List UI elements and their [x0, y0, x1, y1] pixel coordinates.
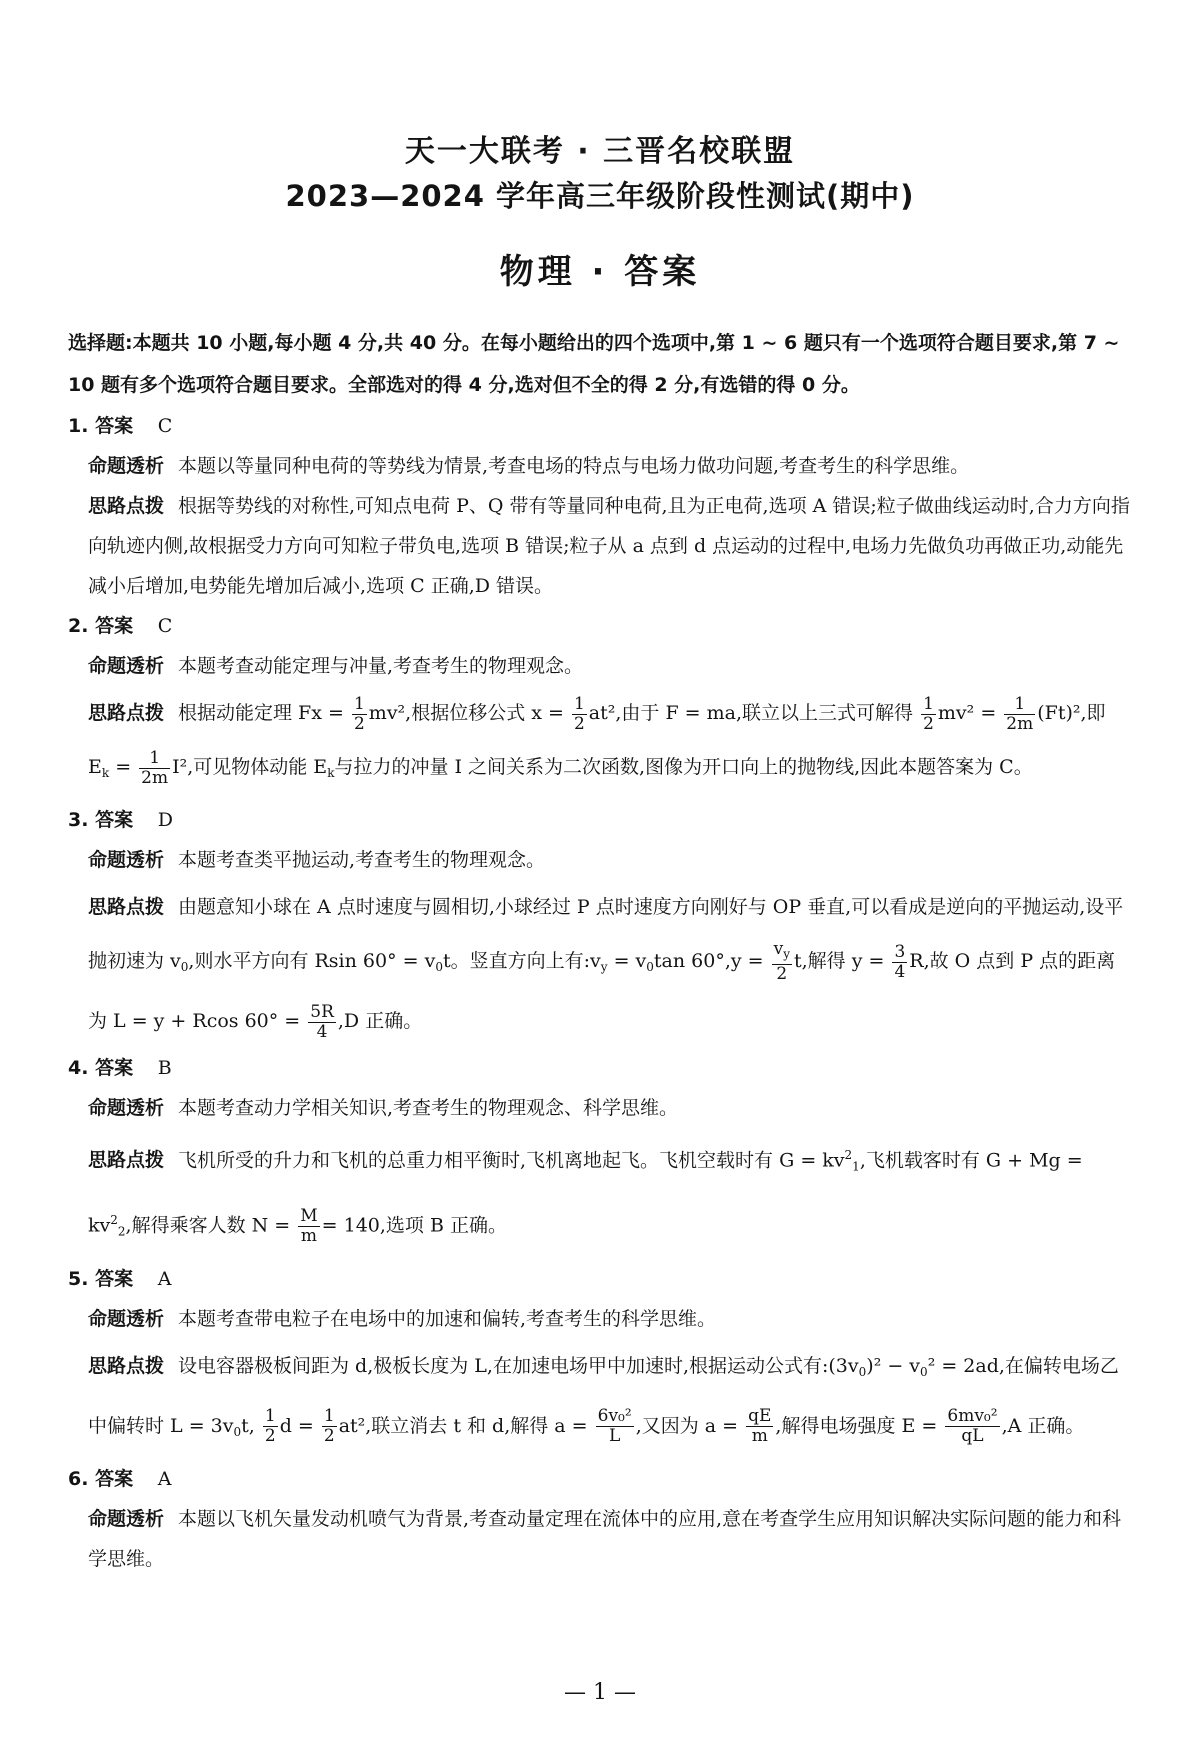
frac-num: 1: [923, 693, 934, 714]
frac-num: M: [300, 1206, 318, 1227]
q2-hint-label: 思路点拨: [88, 702, 165, 724]
q3-analysis-text: 本题考查类平抛运动,考查考生的物理观念。: [178, 849, 546, 871]
q2-analysis-text: 本题考查动能定理与冲量,考查考生的物理观念。: [178, 655, 584, 677]
q4-header: [68, 1048, 1132, 1088]
q2-hint-e: (Ft)²,即 E: [88, 702, 1106, 778]
frac-num: 1: [139, 749, 170, 769]
q5-hint-b: )² − v: [866, 1354, 921, 1377]
fraction-qe-over-m: [746, 1407, 773, 1446]
q6-analysis-text: 本题以飞机矢量发动机喷气为背景,考查动量定理在流体中的应用,意在考查学生应用知识解决实际问题的能力和科学思维。: [88, 1507, 1122, 1570]
fraction-one-over-2m: [139, 749, 170, 788]
subscript-0: 0: [180, 960, 189, 974]
fraction-one-half: [572, 695, 587, 734]
question-1: [68, 406, 1132, 606]
question-5: [68, 1259, 1132, 1459]
q6-header: [68, 1459, 1132, 1499]
subscript-k: k: [101, 766, 110, 780]
q2-hint-f: =: [115, 756, 132, 778]
header-line-1: 天一大联考 · 三晋名校联盟: [404, 134, 796, 169]
q1-number: 1.: [68, 415, 89, 437]
q6-answer-label: 答案: [95, 1467, 134, 1490]
q3-analysis: [88, 840, 1132, 880]
q5-answer-label: 答案: [95, 1267, 134, 1290]
frac-den: 2m: [1006, 713, 1034, 734]
frac-num: 6mv₀²: [947, 1406, 998, 1427]
subscript-0: 0: [920, 1364, 928, 1379]
intro-paragraph: 选择题:本题共 10 小题,每小题 4 分,共 40 分。在每小题给出的四个选项中,第 1 ~ 6 题只有一个选项符合题目要求,第 7 ~ 10 题有多个选项符合题目要求。全部选对的得 4 分,选对但不全的得 2 分,有选错的得 0 分。: [68, 332, 1120, 396]
frac-den: 2: [573, 713, 585, 734]
superscript-2: 2: [110, 1213, 118, 1228]
q3-hint-f: t,解得 y =: [794, 950, 885, 972]
q5-header: [68, 1259, 1132, 1299]
subscript-0: 0: [233, 1424, 242, 1439]
frac-num: 5R: [310, 1001, 334, 1022]
subscript-1: 1: [852, 1159, 860, 1174]
frac-num: 1: [573, 693, 585, 714]
fraction-one-half: [263, 1407, 278, 1446]
frac-den: 2m: [141, 767, 169, 788]
q4-analysis: [88, 1088, 1132, 1128]
frac-den: 2: [923, 713, 934, 734]
q5-hint-f: at²,联立消去 t 和 d,解得 a =: [338, 1414, 588, 1437]
q3-hint: [88, 880, 1132, 1048]
q5-hint-i: ,A 正确。: [1001, 1414, 1085, 1437]
q2-hint-b: mv²,根据位移公式 x =: [368, 702, 564, 724]
subscript-y: y: [783, 947, 790, 961]
frac-den: 2: [264, 1426, 276, 1447]
q5-hint-d: t,: [241, 1414, 255, 1437]
q2-hint-g: I²,可见物体动能 E: [172, 756, 328, 778]
q6-number: 6.: [68, 1467, 89, 1490]
q2-answer: C: [157, 615, 173, 637]
frac-num-v: v: [773, 939, 784, 959]
page-number: — 1 —: [564, 1680, 636, 1705]
header-line-2: 2023—2024 学年高三年级阶段性测试(期中): [285, 179, 915, 213]
frac-num: 6v₀²: [597, 1406, 632, 1427]
q4-hint-a: 飞机所受的升力和飞机的总重力相平衡时,飞机离地起飞。飞机空载时有 G = kv: [178, 1149, 845, 1172]
fraction-one-half: [322, 1407, 337, 1446]
question-2: [68, 606, 1132, 800]
q4-hint-d: = 140,选项 B 正确。: [321, 1214, 507, 1237]
q4-hint-c: ,解得乘客人数 N =: [125, 1214, 291, 1237]
q1-analysis-text: 本题以等量同种电荷的等势线为情景,考查电场的特点与电场力做功问题,考查考生的科学思维。: [178, 455, 970, 477]
q5-hint-a: 设电容器极板间距为 d,极板长度为 L,在加速电场甲中加速时,根据运动公式有:(3v: [178, 1354, 859, 1377]
q5-analysis-text: 本题考查带电粒子在电场中的加速和偏转,考查考生的科学思维。: [178, 1307, 717, 1330]
q1-hint-label: 思路点拨: [88, 495, 165, 517]
q5-hint-label: 思路点拨: [88, 1354, 165, 1377]
q3-hint-a: 由题意知小球在 A 点时速度与圆相切,小球经过 P 点时速度方向刚好与 OP 垂直,可以看成是逆向的平抛运动,设平抛初速为 v: [88, 896, 1124, 972]
q1-analysis: [88, 446, 1132, 486]
q3-hint-h: ,D 正确。: [337, 1010, 423, 1032]
fraction-one-half: [921, 695, 936, 734]
q5-hint: [88, 1339, 1132, 1459]
subscript-0: 0: [646, 960, 654, 974]
fraction-one-over-2m: [1004, 695, 1035, 734]
q2-hint-h: 与拉力的冲量 I 之间关系为二次函数,图像为开口向上的抛物线,因此本题答案为 C。: [334, 756, 1033, 778]
q3-hint-d: = v: [607, 950, 647, 972]
q2-hint-a: 根据动能定理 Fx =: [178, 702, 344, 724]
q1-header: [68, 406, 1132, 446]
fraction-m-over-m: [298, 1207, 319, 1246]
q1-analysis-label: 命题透析: [88, 455, 165, 477]
fraction-5r-over-4: [308, 1003, 336, 1042]
question-4: [68, 1048, 1132, 1259]
q3-hint-c: t。竖直方向上有:v: [442, 950, 601, 972]
frac-den: 4: [894, 961, 906, 982]
fraction-acceleration: [596, 1407, 634, 1446]
fraction-three-quarters: [892, 943, 907, 982]
fraction-vy-over-2: [772, 940, 792, 984]
frac-num: 1: [353, 693, 365, 714]
subscript-0: 0: [858, 1364, 867, 1379]
q3-number: 3.: [68, 809, 89, 831]
q4-analysis-text: 本题考查动力学相关知识,考查考生的物理观念、科学思维。: [178, 1097, 679, 1119]
q5-number: 5.: [68, 1267, 89, 1290]
q3-hint-g: R,故 O 点到 P 点的距离为 L = y + Rcos 60° =: [88, 950, 1116, 1032]
frac-num: 1: [323, 1406, 335, 1427]
q6-analysis-label: 命题透析: [88, 1507, 165, 1530]
q5-answer: A: [157, 1267, 172, 1290]
subscript-k: k: [327, 766, 335, 780]
q3-hint-b: ,则水平方向有 Rsin 60° = v: [188, 950, 436, 972]
frac-num: qE: [748, 1406, 772, 1427]
frac-den: L: [609, 1426, 621, 1447]
question-3: [68, 800, 1132, 1048]
q2-analysis: [88, 646, 1132, 686]
subscript-y: y: [600, 960, 608, 974]
q5-analysis: [88, 1299, 1132, 1339]
frac-num: 3: [894, 941, 906, 962]
q5-hint-h: ,解得电场强度 E =: [775, 1414, 938, 1437]
q2-hint-c: at²,由于 F = ma,联立以上三式可解得: [588, 702, 914, 724]
q4-answer: B: [157, 1057, 172, 1079]
q4-hint-b: ,飞机载客时有 G + Mg = kv: [88, 1149, 1083, 1237]
q2-hint-d: mv² =: [937, 702, 997, 724]
q5-hint-e: d =: [279, 1414, 314, 1437]
frac-num: 1: [1004, 695, 1035, 715]
q2-number: 2.: [68, 615, 89, 637]
q1-hint-text: 根据等势线的对称性,可知点电荷 P、Q 带有等量同种电荷,且为正电荷,选项 A 错误;粒子做曲线运动时,合力方向指向轨迹内侧,故根据受力方向可知粒子带负电,选项 B 错误;粒子从 a 点到 d 点运动的过程中,电场力先做负功再做正功,动能先减小后增加,电势能先增加后减小,选项 C 正确,D 错误。: [88, 495, 1130, 597]
question-6: [68, 1459, 1132, 1579]
frac-den: m: [300, 1226, 318, 1247]
q3-hint-e: tan 60°,y =: [653, 950, 764, 972]
q6-answer: A: [157, 1467, 172, 1490]
frac-den: 2: [776, 964, 788, 984]
frac-den: 4: [316, 1021, 328, 1042]
q3-analysis-label: 命题透析: [88, 849, 165, 871]
subscript-2: 2: [117, 1224, 126, 1239]
frac-den: qL: [961, 1426, 984, 1447]
q2-answer-label: 答案: [95, 615, 134, 637]
q6-analysis: [88, 1499, 1132, 1579]
q4-number: 4.: [68, 1057, 89, 1079]
frac-den: 2: [353, 713, 365, 734]
q3-answer-label: 答案: [95, 809, 134, 831]
superscript-2: 2: [844, 1148, 853, 1162]
subscript-0: 0: [435, 960, 443, 974]
q4-analysis-label: 命题透析: [88, 1097, 165, 1119]
fraction-one-half: [352, 695, 367, 734]
frac-num: [772, 940, 792, 965]
q2-header: [68, 606, 1132, 646]
q3-answer: D: [157, 809, 173, 831]
q5-hint-g: ,又因为 a =: [635, 1414, 739, 1437]
q3-hint-label: 思路点拨: [88, 896, 165, 918]
q4-answer-label: 答案: [95, 1057, 134, 1079]
q5-analysis-label: 命题透析: [88, 1307, 165, 1330]
frac-den: m: [751, 1426, 768, 1447]
q2-analysis-label: 命题透析: [88, 655, 165, 677]
fraction-field-strength: [945, 1407, 999, 1446]
answer-content: [68, 322, 1132, 1579]
header-line-3: 物理 · 答案: [499, 252, 701, 292]
frac-num: 1: [264, 1406, 276, 1427]
q4-hint-label: 思路点拨: [88, 1149, 165, 1172]
q3-header: [68, 800, 1132, 840]
q1-answer-label: 答案: [95, 415, 134, 437]
frac-den: 2: [323, 1426, 335, 1447]
q5-hint-c: ² = 2ad,在偏转电场乙中偏转时 L = 3v: [88, 1354, 1119, 1437]
q1-hint: [88, 486, 1132, 606]
q4-hint: [88, 1128, 1132, 1259]
q2-hint: [88, 686, 1132, 800]
q1-answer: C: [157, 415, 173, 437]
